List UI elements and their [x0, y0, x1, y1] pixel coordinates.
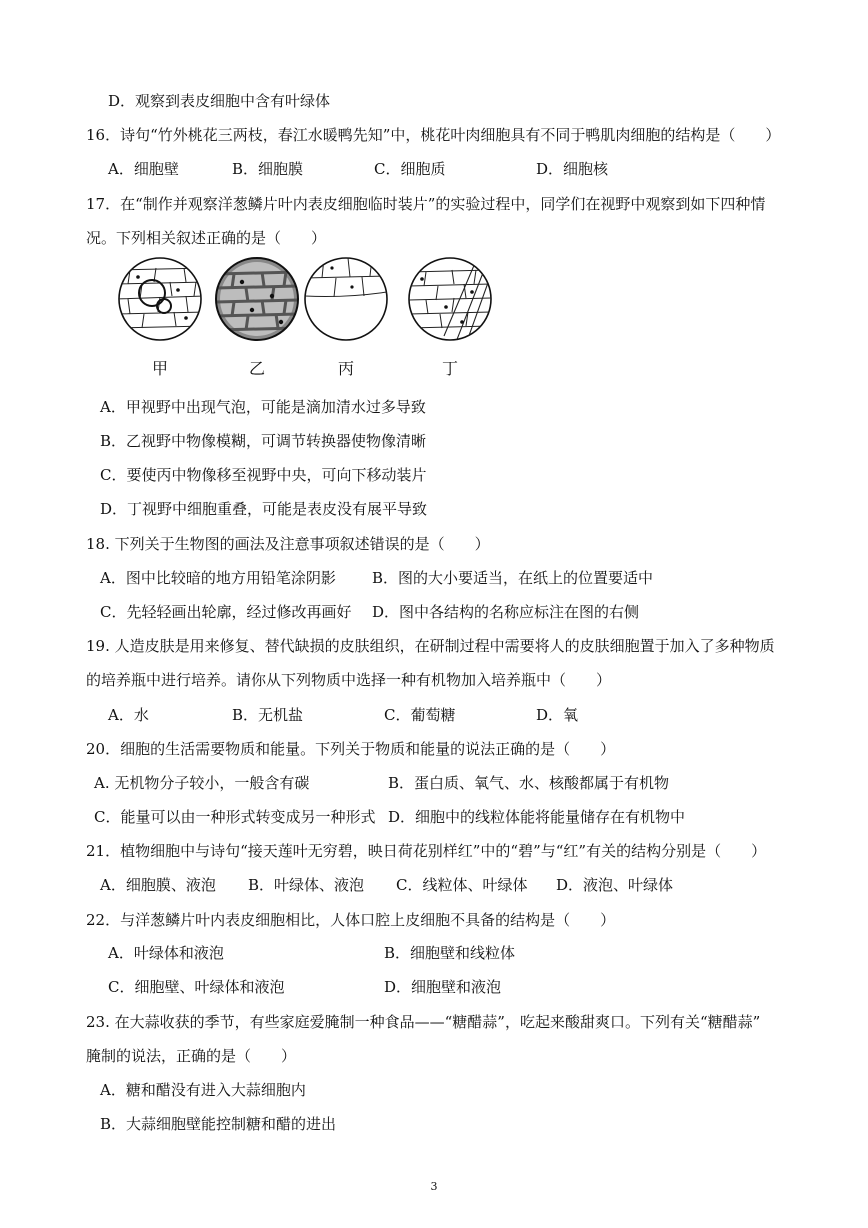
field-yi: [216, 258, 298, 340]
q23-option-a: A．糖和醋没有进入大蒜细胞内: [100, 1081, 306, 1099]
q17-option-a: A．甲视野中出现气泡，可能是滴加清水过多导致: [100, 398, 426, 416]
q18-option-b: B．图的大小要适当，在纸上的位置要适中: [372, 569, 654, 587]
q21-stem: 21．植物细胞中与诗句“接天莲叶无穷碧，映日荷花别样红”中的“碧”与“红”有关的结构分别是（ ）: [86, 842, 767, 860]
q19-stem-line2: 的培养瓶中进行培养。请你从下列物质中选择一种有机物加入培养瓶中（ ）: [86, 671, 612, 689]
q19-option-d: D．氧: [536, 706, 579, 724]
q20-option-a: A. 无机物分子较小，一般含有碳: [94, 774, 310, 792]
q21-option-c: C．线粒体、叶绿体: [396, 876, 528, 894]
q17-option-b: B．乙视野中物像模糊，可调节转换器使物像清晰: [100, 432, 427, 450]
q16-option-c: C．细胞质: [374, 160, 446, 178]
q22-stem: 22．与洋葱鳞片叶内表皮细胞相比，人体口腔上皮细胞不具备的结构是（ ）: [86, 911, 616, 929]
q22-options-row2: [108, 977, 808, 997]
figure-label-ding: 丁: [441, 359, 458, 378]
q20-options-row2: [94, 807, 814, 827]
q17-microscope-figure: [116, 252, 500, 377]
q22-option-c: C．细胞壁、叶绿体和液泡: [108, 978, 285, 996]
q23-option-b: B．大蒜细胞壁能控制糖和醋的进出: [100, 1115, 337, 1133]
field-jia: [116, 258, 206, 340]
q16-option-a: A．细胞壁: [108, 160, 179, 178]
field-bing: [305, 258, 387, 340]
q18-options-row2: [100, 602, 820, 622]
q20-stem: 20．细胞的生活需要物质和能量。下列关于物质和能量的说法正确的是（ ）: [86, 740, 616, 758]
q20-option-c: C．能量可以由一种形式转变成另一种形式: [94, 808, 376, 826]
figure-label-jia: 甲: [151, 359, 168, 378]
q20-option-b: B．蛋白质、氧气、水、核酸都属于有机物: [388, 774, 670, 792]
field-ding: [409, 256, 494, 344]
q18-option-c: C．先轻轻画出轮廓，经过修改再画好: [100, 603, 352, 621]
q20-option-d: D．细胞中的线粒体能将能量储存在有机物中: [388, 808, 686, 826]
q18-option-a: A．图中比较暗的地方用铅笔涂阴影: [100, 569, 336, 587]
page-number: 3: [430, 1180, 438, 1193]
q21-option-d: D．液泡、叶绿体: [556, 876, 674, 894]
q15-option-d: D．观察到表皮细胞中含有叶绿体: [108, 92, 331, 110]
q17-stem-line2: 况。下列相关叙述正确的是（ ）: [86, 229, 327, 247]
q16-option-b: B．细胞膜: [232, 160, 304, 178]
q22-options-row1: [108, 943, 808, 963]
q22-option-d: D．细胞壁和液泡: [384, 978, 502, 996]
q17-option-d: D．丁视野中细胞重叠，可能是表皮没有展平导致: [100, 500, 428, 518]
q18-options-row1: [100, 568, 820, 588]
q19-option-c: C．葡萄糖: [384, 706, 456, 724]
q16-option-d: D．细胞核: [536, 160, 609, 178]
q21-option-b: B．叶绿体、液泡: [248, 876, 365, 894]
q20-options-row1: [94, 773, 814, 793]
q22-option-b: B．细胞壁和线粒体: [384, 944, 516, 962]
q21-option-a: A．细胞膜、液泡: [100, 876, 216, 894]
q23-stem-line2: 腌制的说法，正确的是（ ）: [86, 1047, 297, 1065]
q19-stem-line1: 19. 人造皮肤是用来修复、替代缺损的皮肤组织，在研制过程中需要将人的皮肤细胞置于加入了多种物质: [86, 637, 775, 655]
q21-options: [100, 875, 820, 895]
q22-option-a: A．叶绿体和液泡: [108, 944, 224, 962]
figure-label-bing: 丙: [337, 359, 354, 378]
q18-stem: 18. 下列关于生物图的画法及注意事项叙述错误的是（ ）: [86, 535, 490, 553]
figure-label-yi: 乙: [248, 359, 265, 378]
q19-options: [108, 705, 808, 725]
q19-option-b: B．无机盐: [232, 706, 304, 724]
q16-options: [108, 159, 808, 179]
microscope-fields-illustration: [116, 252, 500, 352]
q23-stem-line1: 23. 在大蒜收获的季节，有些家庭爱腌制一种食品——“糖醋蒜”，吃起来酸甜爽口。下列有关“糖醋蒜”: [86, 1013, 761, 1031]
q16-stem: 16．诗句“竹外桃花三两枝，春江水暖鸭先知”中，桃花叶肉细胞具有不同于鸭肌肉细胞的结构是（ ）: [86, 126, 781, 144]
q18-option-d: D．图中各结构的名称应标注在图的右侧: [372, 603, 640, 621]
q17-stem-line1: 17．在“制作并观察洋葱鳞片叶内表皮细胞临时装片”的实验过程中，同学们在视野中观察到如下四种情: [86, 195, 766, 213]
q19-option-a: A．水: [108, 706, 149, 724]
q17-option-c: C．要使丙中物像移至视野中央，可向下移动装片: [100, 466, 427, 484]
